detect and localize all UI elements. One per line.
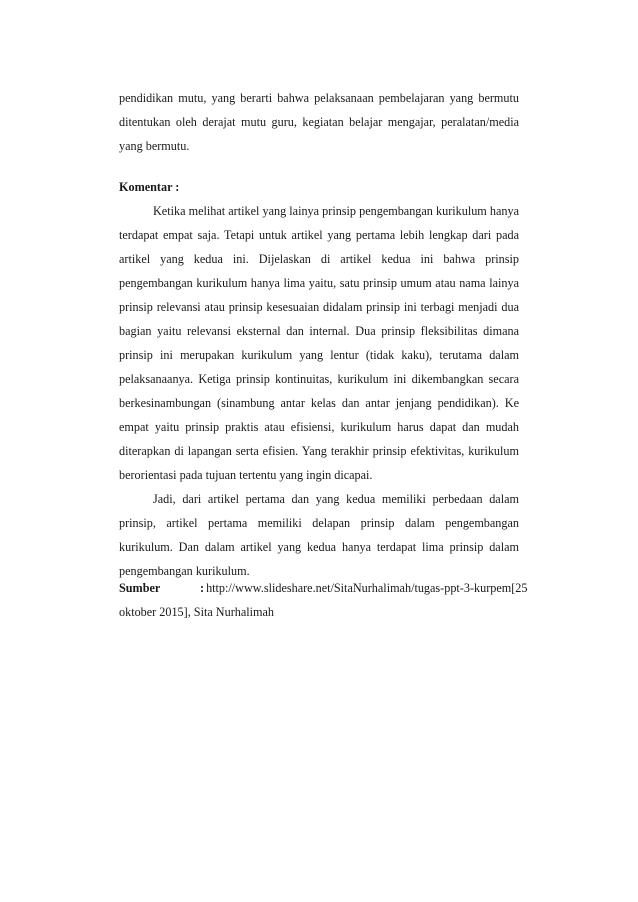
text-line: prinsip, artikel pertama memiliki delapan prinsip dalam pengembangan: [119, 516, 519, 530]
text-line: yang bermutu.: [119, 139, 190, 153]
text-line: kurikulum. Dan dalam artikel yang kedua hanya terdapat lima prinsip dalam: [119, 540, 519, 554]
text-line: Ketika melihat artikel yang lainya prinsip pengembangan kurikulum hanya: [153, 204, 519, 218]
komentar-paragraph-2: [119, 487, 519, 583]
text-line: pengembangan kurikulum hanya lima yaitu, satu prinsip umum atau nama lainya: [119, 276, 519, 290]
text-line: artikel yang kedua ini. Dijelaskan di artikel kedua ini bahwa prinsip: [119, 252, 519, 266]
sumber-heading: Sumber: [119, 581, 161, 595]
intro-paragraph: [119, 86, 519, 158]
komentar-paragraph-1: [119, 199, 519, 487]
sumber-line-2: oktober 2015], Sita Nurhalimah: [119, 605, 275, 619]
sumber-colon: :: [200, 581, 205, 595]
source-link[interactable]: http://www.slideshare.net/SitaNurhalimah/tugas-ppt-3-kurpem[25: [206, 581, 528, 595]
text-line: ditentukan oleh derajat mutu guru, kegiatan belajar mengajar, peralatan/media: [119, 115, 519, 129]
text-line: empat yaitu prinsip praktis atau efisiensi, kurikulum harus dapat dan mudah: [119, 420, 519, 434]
text-line: diterapkan di lapangan serta efisien. Yang terakhir prinsip efektivitas, kurikulum: [119, 444, 519, 458]
komentar-heading: Komentar :: [119, 180, 180, 194]
text-line: berkesinambungan (sinambung antar kelas dan antar jenjang pendidikan). Ke: [119, 396, 519, 410]
text-line: terdapat empat saja. Tetapi untuk artikel yang pertama lebih lengkap dari pada: [119, 228, 519, 242]
text-line: prinsip relevansi atau prinsip kesesuaian didalam prinsip ini terbagi menjadi dua: [119, 300, 519, 314]
text-line: pengembangan kurikulum.: [119, 564, 250, 578]
komentar-section: [119, 175, 519, 199]
text-line: berorientasi pada tujuan tertentu yang ingin dicapai.: [119, 468, 373, 482]
text-line: prinsip ini merupakan kurikulum yang lentur (tidak kaku), terutama dalam: [119, 348, 519, 362]
sumber-line-1: [119, 576, 528, 600]
text-line: pelaksanaanya. Ketiga prinsip kontinuitas, kurikulum ini dikembangkan secara: [119, 372, 519, 386]
text-line: pendidikan mutu, yang berarti bahwa pelaksanaan pembelajaran yang bermutu: [119, 91, 519, 105]
text-line: bagian yaitu relevansi eksternal dan internal. Dua prinsip fleksibilitas dimana: [119, 324, 519, 338]
sumber-section: [119, 576, 528, 624]
text-line: Jadi, dari artikel pertama dan yang kedua memiliki perbedaan dalam: [153, 492, 519, 506]
